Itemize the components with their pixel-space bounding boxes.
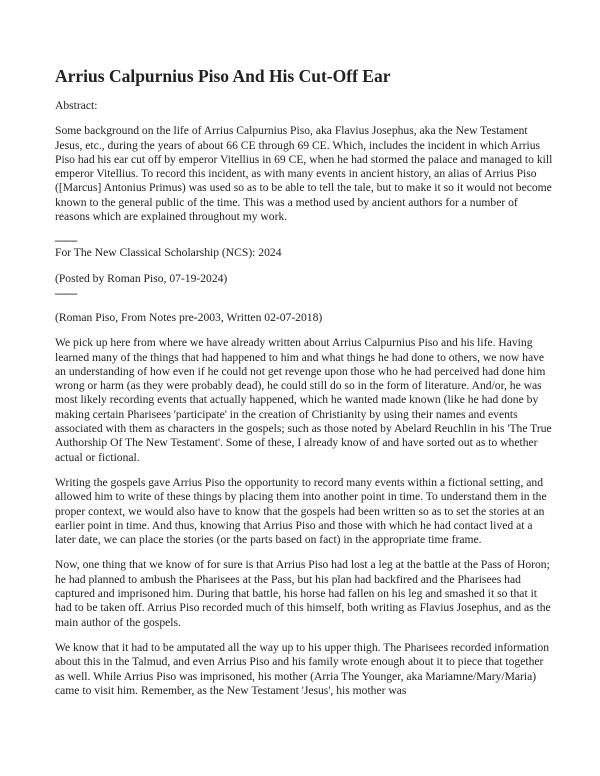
abstract-label: Abstract: xyxy=(55,99,98,112)
notes-line: (Roman Piso, From Notes pre-2003, Written 02-07-2018) xyxy=(55,310,323,324)
document-title: Arrius Calpurnius Piso And His Cut-Off Ear xyxy=(55,66,391,86)
body-paragraph: Now, one thing that we know of for sure is that Arrius Piso had lost a leg at the battle at the Pass of Horon; he had planned to ambush the Pharisees at the Pass, but his plan had backfired and the Pharisees had captured and imprisoned him. During that battle, his horse had fallen on his leg and smashed it so that it had to be taken off. Arrius Piso recorded much of this himself, both writing as Flavius Josephus, and as the main author of the gospels. xyxy=(55,558,551,629)
body-paragraph: We pick up here from where we have already written about Arrius Calpurnius Piso and his life. Having learned many of the things that had happened to him and what things he had done to others, we now have an understanding of how even if he could not get revenge upon those who he had perceived had done him wrong or harm (as they were probably dead), he could still do so in the form of literature. And/or, he was most likely recording events that actually happened, which he wanted made known (like he had done by making certain Pharisees 'participate' in the creation of Christianity by using their names and events associated with them as characters in the gospels; such as those noted by Abelard Reuchlin in his 'The True Authorship Of The New Testament'. Some of these, I already know of and have sorted out as to whether actual or fictional. xyxy=(55,336,552,464)
abstract-text: Some background on the life of Arrius Calpurnius Piso, aka Flavius Josephus, aka the New Testament Jesus, etc., during the years of about 66 CE through 69 CE. Which, includes the incident in which Arrius Piso had his ear cut off by emperor Vitellius in 69 CE, when he had stormed the palace and managed to kill emperor Vitellius. To record this incident, as with many events in ancient history, an alias of Arrius Piso ([Marcus] Antonius Primus) was used so as to be able to tell the tale, but to make it so it would not become known to the general public of the time. This was a method used by ancient authors for a number of reasons which are explained throughout my work. xyxy=(55,124,553,224)
publication-line: For The New Classical Scholarship (NCS): 2024 xyxy=(55,246,282,260)
body-paragraph: We know that it had to be amputated all the way up to his upper thigh. The Pharisees recorded information about this in the Talmud, and even Arrius Piso and his family wrote enough about it to piece that together as well. While Arrius Piso was imprisoned, his mother (Arria The Younger, aka Mariamne/Mary/Maria) came to visit him. Remember, as the New Testament 'Jesus', his mother was xyxy=(55,640,550,697)
document-page xyxy=(55,66,555,709)
posted-line: (Posted by Roman Piso, 07-19-2024) xyxy=(55,271,228,285)
separator-top: —— xyxy=(55,234,77,248)
body-paragraph: Writing the gospels gave Arrius Piso the opportunity to record many events within a fictional setting, and allowed him to write of these things by placing them into another point in time. To understand them in the proper context, we would also have to know that the gospels had been written so as to set the stories at an earlier point in time. And thus, knowing that Arrius Piso and those with which he had contact lived at a later date, we can place the stories (or the parts based on fact) in the appropriate time frame. xyxy=(55,475,547,547)
separator-bottom: —— xyxy=(55,286,77,300)
